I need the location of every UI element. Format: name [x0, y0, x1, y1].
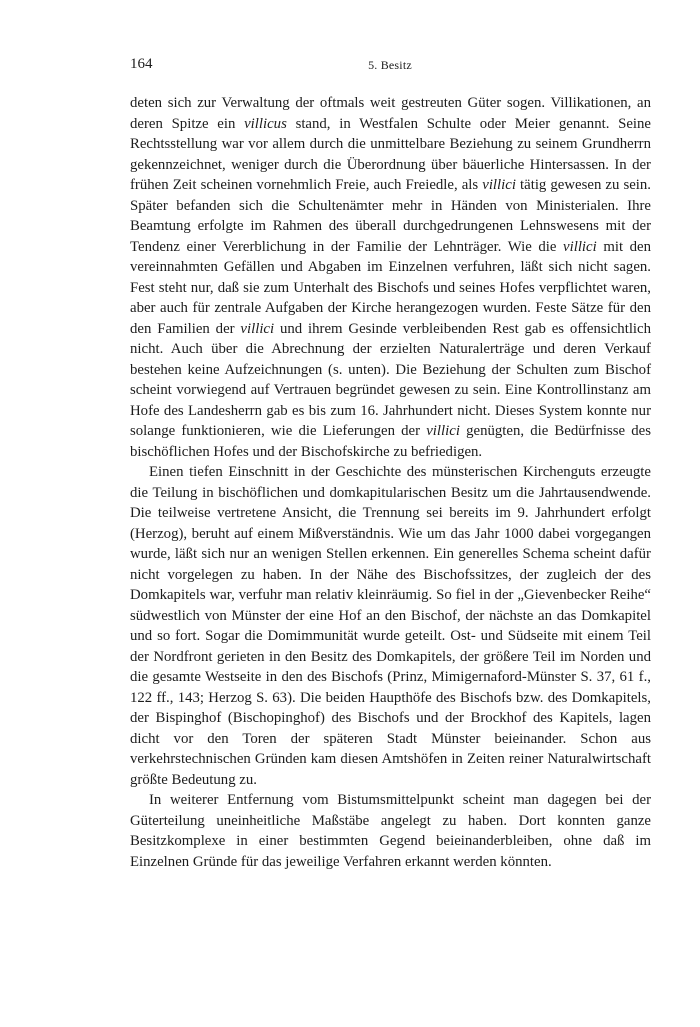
page-number: 164	[130, 56, 153, 72]
italic-term: villici	[240, 320, 275, 337]
paragraph	[130, 93, 651, 462]
text-run: Einen tiefen Einschnitt in der Geschichte des münsterischen Kirchenguts erzeugte die Teilung in bischöflichen und domkapitularischen Besitz um die Jahrtausendwende. Die teilweise vertretene Ansicht, die Trennung sei bereits im 9. Jahrhundert erfolgt (Herzog), beruht auf einem Mißverständnis. Wie um das Jahr 1000 dabei vorgegangen wurde, läßt sich nur an wenigen Stellen erkennen. Ein generelles Schema scheint dafür nicht vorgelegen zu haben. In der Nähe des Bischofssitzes, der zugleich der des Domkapitels war, verfuhr man relativ kleinräumig. So fiel in der „Gievenbecker Reihe“ südwestlich von Münster der eine Hof an den Bischof, der nächste an das Domkapitel und so fort. Sogar die Domimmunität wurde geteilt. Ost- und Südseite mit einem Teil der Nordfront gerieten in den Besitz des Domkapitels, der größere Teil im Norden und die gesamte Westseite in den des Bischofs (Prinz, Mimigernaford-Münster S. 37, 61 f., 122 ff., 143; Herzog S. 63). Die beiden Haupthöfe des Bischofs bzw. des Domkapitels, der Bispinghof (Bischopinghof) des Bischofs und der Brockhof des Kapitels, lagen dicht vor den Toren der späteren Stadt Münster beieinander. Schon aus verkehrstechnischen Gründen kam diesen Amtshöfen in Zeiten reiner Naturalwirtschaft größte Bedeutung zu.	[130, 464, 651, 788]
italic-term: villici	[482, 177, 516, 193]
body-text	[130, 93, 651, 872]
text-run: genügten, die Bedürfnisse des bischöflichen Hofes und der Bischofskirche zu befriedigen.	[130, 423, 652, 460]
paragraph	[130, 462, 651, 790]
italic-term: villici	[426, 423, 460, 439]
text-run: und ihrem Gesinde verbleibenden Rest gab es offensichtlich nicht. Auch über die Abrechnung der erzielten Naturalerträge und deren Verkauf bestehen keine Aufzeichnungen (s. unten). Die Beziehung der Schulten zum Bischof scheint vorwiegend auf Vertrauen begründet gewesen zu sein. Eine Kontrollinstanz am Hofe des Landesherrn gab es bis zum 16. Jahrhundert nicht. Dieses System konnte nur solange funktionieren, wie die Lieferungen der	[130, 320, 652, 439]
text-run: mit den vereinnahmten Gefällen und Abgaben im Einzelnen verfuhren, läßt sich nicht sagen. Fest steht nur, daß sie zum Unterhalt des Bischofs und seines Hofes verpflichtet waren, aber auch für zentrale Aufgaben der Kirche herangezogen wurden. Feste Sätze für den den Familien der	[130, 238, 651, 337]
text-run: tätig gewesen zu sein. Später befanden sich die Schultenämter mehr in Händen von Ministerialen. Ihre Beamtung erfolgte im Rahmen des überall durchgedrungenen Lehnswesens mit der Tendenz einer Vererblichung in der Familie der Lehnträger. Wie die	[130, 177, 651, 255]
italic-term: villici	[563, 238, 597, 255]
page-header	[130, 56, 650, 76]
text-run: deten sich zur Verwaltung der oftmals weit gestreuten Güter sogen. Villikationen, an deren Spitze ein	[130, 95, 651, 132]
running-head: 5. Besitz	[368, 58, 412, 72]
text-run: In weiterer Entfernung vom Bistumsmittelpunkt scheint man dagegen bei der Güterteilung uneinheitliche Maßstäbe angelegt zu haben. Dort konnten ganze Besitzkomplexe in einer bestimmten Gegend beieinanderbleiben, ohne daß im Einzelnen Gründe für das jeweilige Verfahren erkannt werden könnten.	[130, 792, 651, 870]
italic-term: villicus	[244, 115, 287, 132]
paragraph	[130, 790, 651, 872]
text-run: stand, in Westfalen Schulte oder Meier genannt. Seine Rechtsstellung war vor allem durch die unmittelbare Beziehung zu seinem Grundherrn gekennzeichnet, weniger durch die Überordnung über bäuerliche Hintersassen. In der frühen Zeit scheinen vornehmlich Freie, auch Freiedle, als	[130, 115, 651, 193]
